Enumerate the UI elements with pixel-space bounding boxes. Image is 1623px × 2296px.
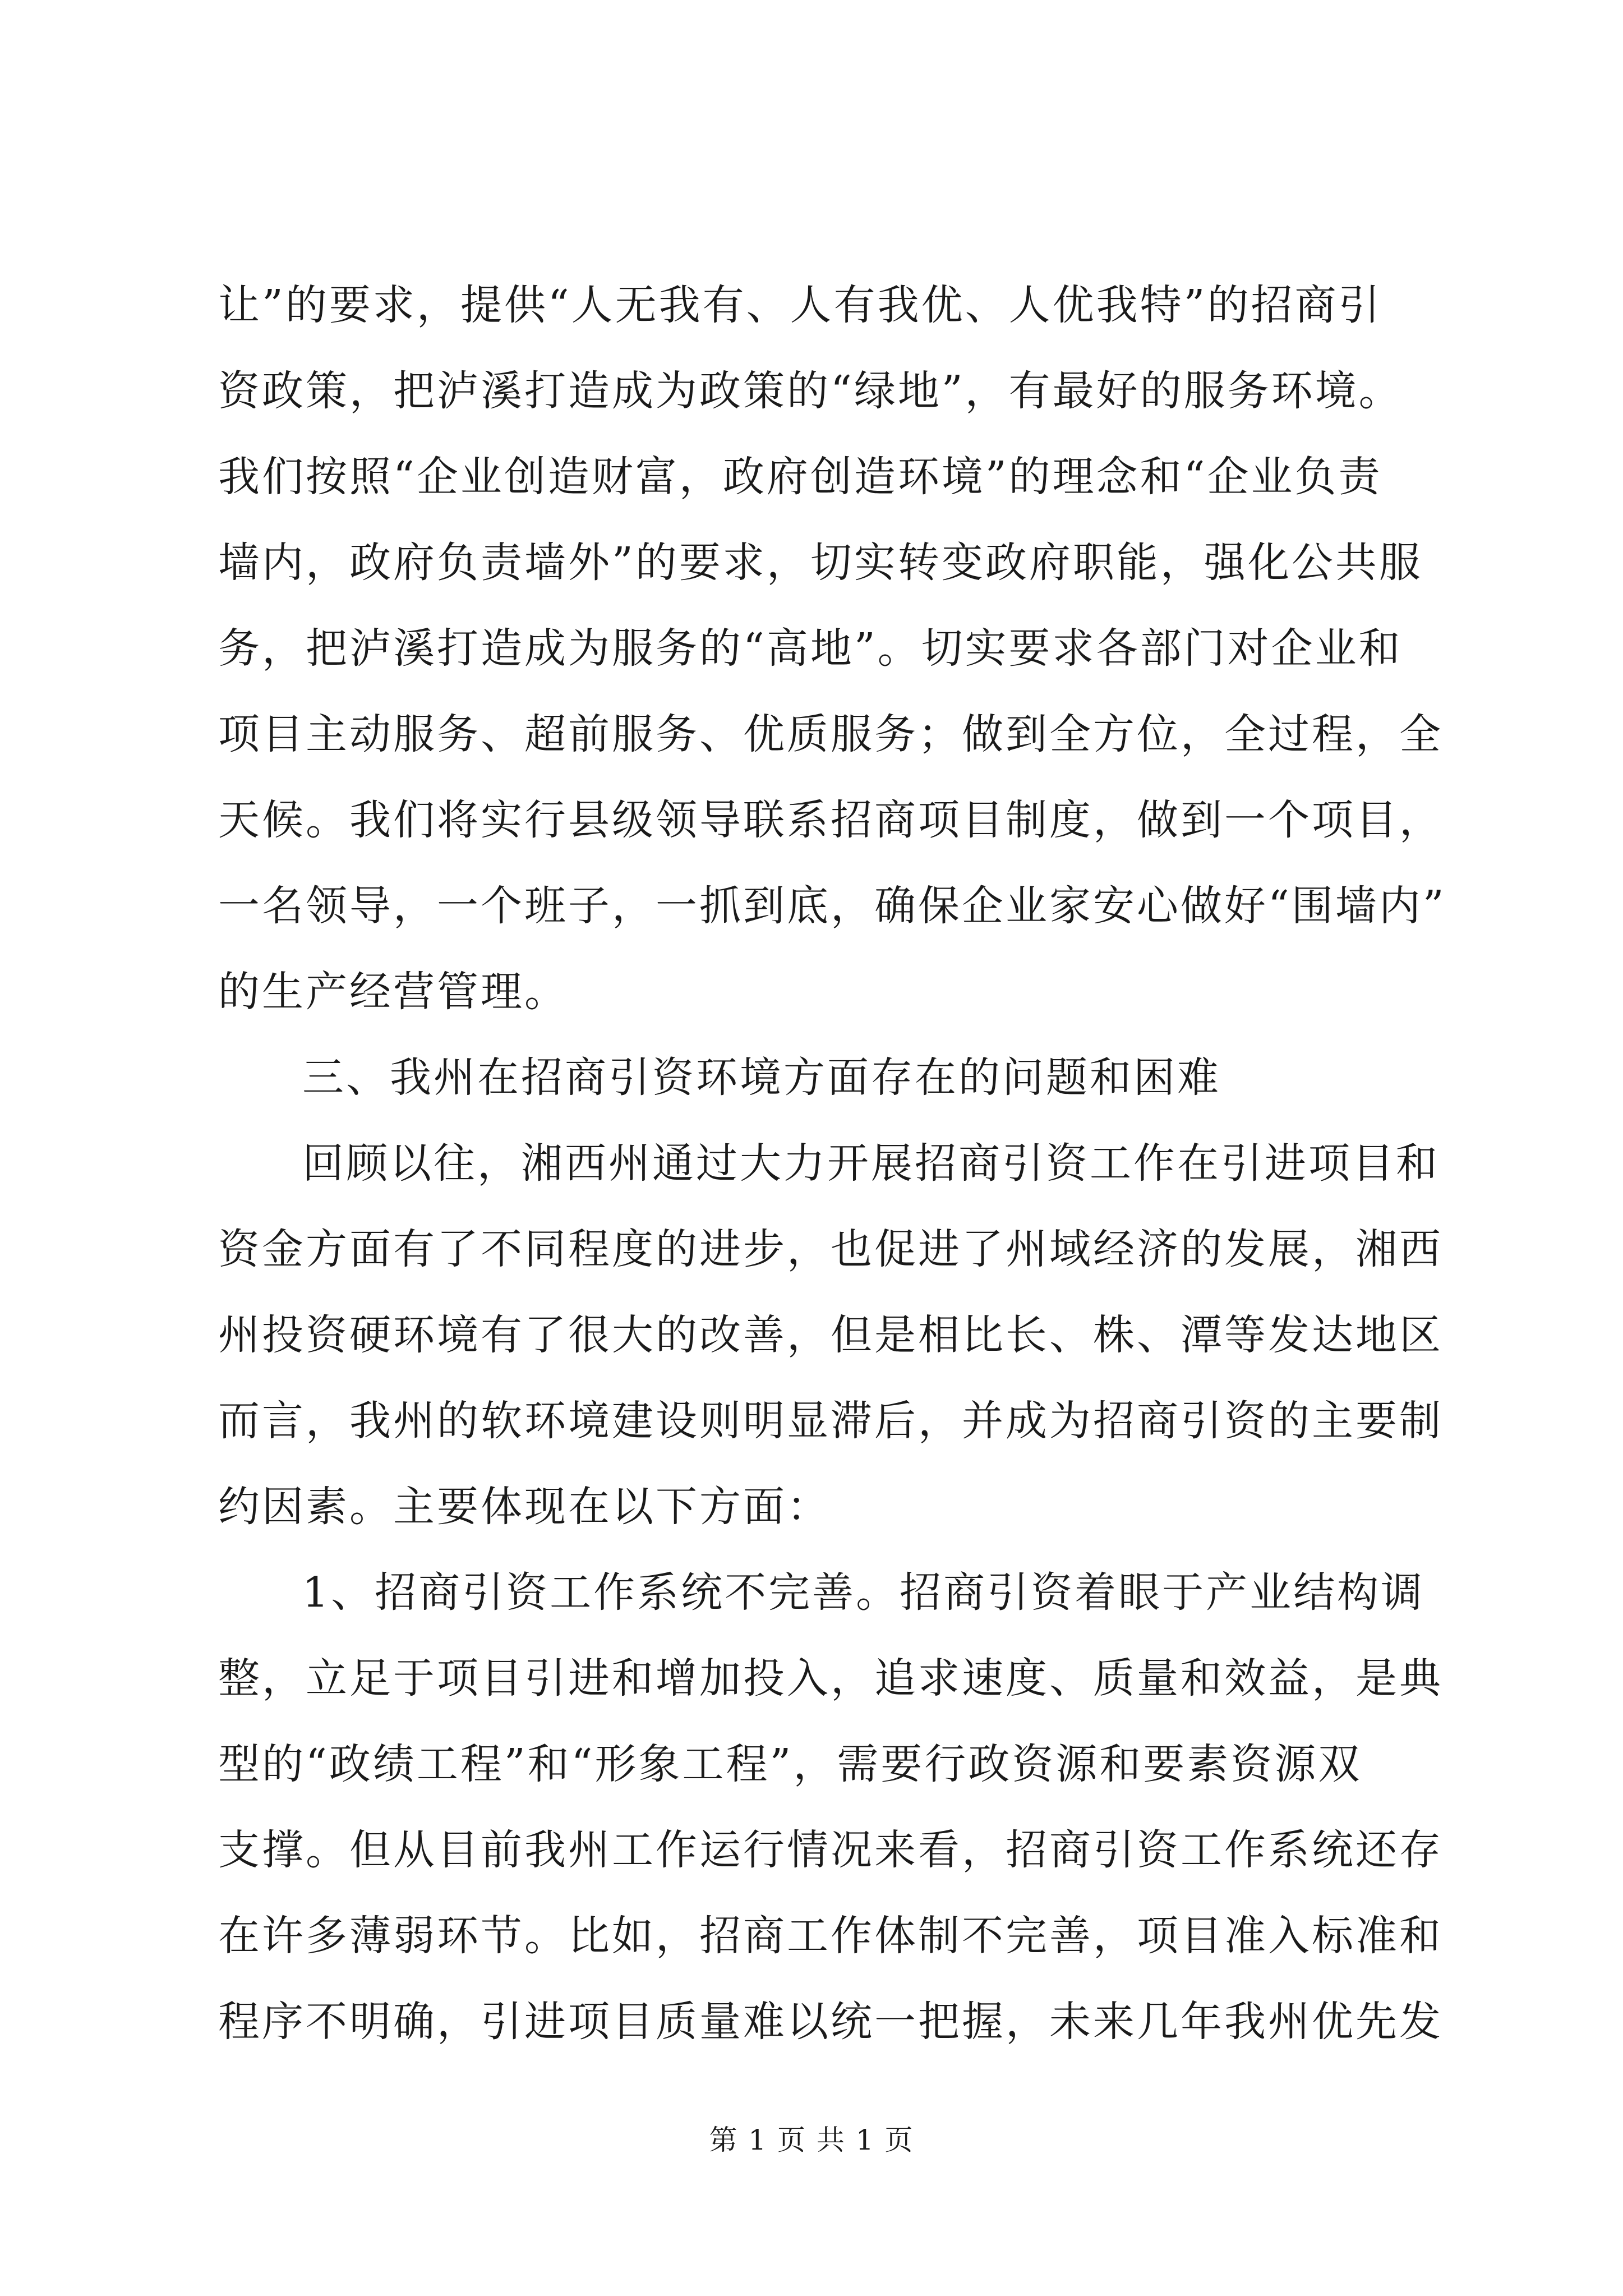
document-body (218, 263, 1446, 2065)
text-line: 资政策，把泸溪打造成为政策的“绿地”，有最好的服务环境。 (218, 367, 1403, 415)
text-line: 的生产经营管理。 (218, 968, 568, 1016)
text-line: 我们按照“企业创造财富，政府创造环境”的理念和“企业负责 (218, 453, 1382, 501)
text-line: 支撑。但从目前我州工作运行情况来看，招商引资工作系统还存 (218, 1826, 1443, 1874)
text-line: 回顾以往，湘西州通过大力开展招商引资工作在引进项目和 (302, 1139, 1440, 1188)
text-line: 而言，我州的软环境建设则明显滞后，并成为招商引资的主要制 (218, 1397, 1443, 1445)
text-line: 整，立足于项目引进和增加投入，追求速度、质量和效益，是典 (218, 1654, 1443, 1703)
text-line: 州投资硬环境有了很大的改善，但是相比长、株、潭等发达地区 (218, 1311, 1443, 1359)
section-heading: 三、我州在招商引资环境方面存在的问题和困难 (302, 1053, 1221, 1102)
text-line: 墙内，政府负责墙外”的要求，切实转变政府职能，强化公共服 (218, 539, 1423, 587)
text-line: 项目主动服务、超前服务、优质服务；做到全方位，全过程，全 (218, 710, 1443, 758)
text-line: 约因素。主要体现在以下方面： (218, 1483, 831, 1531)
text-line: 让”的要求，提供“人无我有、人有我优、人优我特”的招商引 (218, 281, 1382, 329)
text-line: 程序不明确，引进项目质量难以统一把握，未来几年我州优先发 (218, 1998, 1443, 2046)
text-line: 资金方面有了不同程度的进步，也促进了州域经济的发展，湘西 (218, 1225, 1443, 1273)
text-line: 务，把泸溪打造成为服务的“高地”。切实要求各部门对企业和 (218, 624, 1403, 673)
text-line: 1、招商引资工作系统不完善。招商引资着眼于产业结构调 (302, 1568, 1425, 1617)
text-line: 型的“政绩工程”和“形象工程”，需要行政资源和要素资源双 (218, 1740, 1362, 1788)
text-line: 天候。我们将实行县级领导联系招商项目制度，做到一个项目， (218, 796, 1443, 844)
text-line: 一名领导，一个班子，一抓到底，确保企业家安心做好“围墙内” (218, 882, 1446, 930)
text-line: 在许多薄弱环节。比如，招商工作体制不完善，项目准入标准和 (218, 1912, 1443, 1960)
page-footer: 第 1 页 共 1 页 (709, 2124, 914, 2156)
